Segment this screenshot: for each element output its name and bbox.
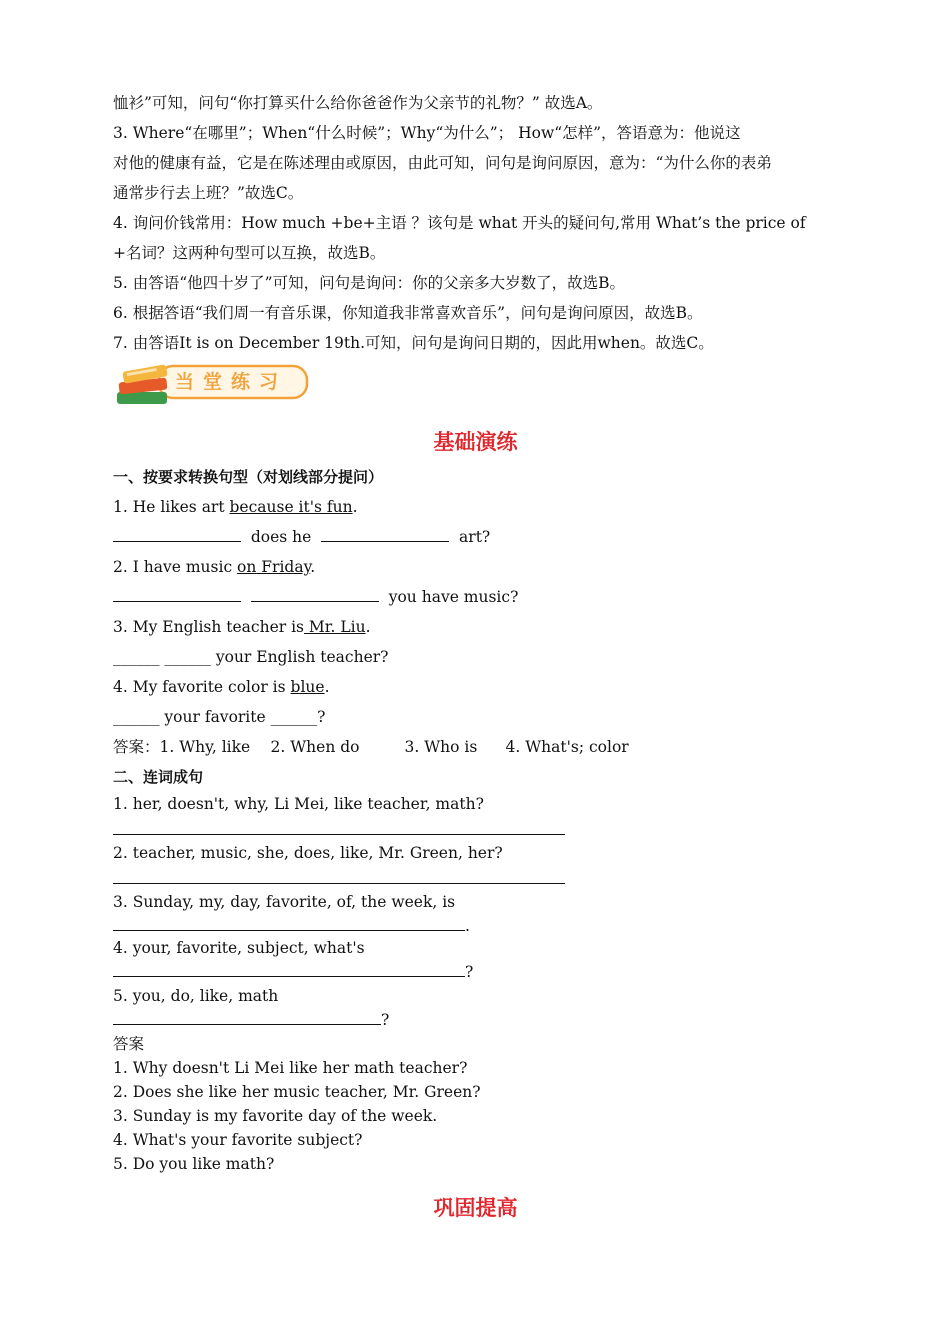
question-1-blank: does he art? [113,522,838,552]
badge-label: 当堂练习 [175,371,288,393]
sentence-1-line [113,816,565,835]
question-1: 1. He likes art because it's fun. [113,498,358,516]
intro-line-6: 6. 根据答语“我们周一有音乐课，你知道我非常喜欢音乐”，问句是询问原因，故选B。 [113,304,703,322]
intro-line-4a: 4. 询问价钱常用：How much +be+主语 ？该句是 what 开头的疑问句,常用 What’s the price of [113,214,806,232]
section-title-basic: 基础演练 [433,430,518,454]
sentence-4-line: ? [113,960,838,984]
intro-line-5: 5. 由答语“他四十岁了”可知，问句是询问：你的父亲多大岁数了，故选B。 [113,274,625,292]
sentence-5-line: ? [113,1008,838,1032]
sentence-4: 4. your, favorite, subject, what's [113,939,365,957]
intro-line-3a: 3. Where“在哪里”；When“什么时候”；Why“为什么”； How“怎样”，答语意为：他说这 [113,124,741,142]
question-4-blank: ______ your favorite ______? [113,708,326,726]
section-title-advanced: 巩固提高 [433,1196,518,1220]
answer2-item: 5. Do you like math? [113,1155,275,1173]
intro-line-4b: +名词？这两种句型可以互换，故选B。 [113,244,386,262]
question-2: 2. I have music on Friday. [113,558,316,576]
document-page [113,88,838,1222]
answer2-item: 4. What's your favorite subject? [113,1131,363,1149]
sentence-2-line [113,865,565,884]
part1-heading: 一、按要求转换句型（对划线部分提问） [113,468,384,486]
practice-badge [113,362,838,420]
question-2-blank: you have music? [113,582,838,612]
sentence-3: 3. Sunday, my, day, favorite, of, the week, is [113,893,456,911]
sentence-5: 5. you, do, like, math [113,987,279,1005]
question-4: 4. My favorite color is blue. [113,678,330,696]
sentence-1: 1. her, doesn't, why, Li Mei, like teacher, math? [113,795,484,813]
intro-line-3c: 通常步行去上班？”故选C。 [113,184,304,202]
answer2-item: 2. Does she like her music teacher, Mr. Green? [113,1083,481,1101]
question-3: 3. My English teacher is Mr. Liu. [113,618,371,636]
part2-heading: 二、连词成句 [113,768,204,786]
sentence-2: 2. teacher, music, she, does, like, Mr. Green, her? [113,844,503,862]
question-3-blank: ______ ______ your English teacher? [113,648,389,666]
sentence-3-line: . [113,914,838,936]
intro-line-7: 7. 由答语It is on December 19th.可知，问句是询问日期的，因此用when。故选C。 [113,334,714,352]
answer2-label: 答案 [113,1035,145,1053]
answer2-item: 1. Why doesn't Li Mei like her math teacher? [113,1059,468,1077]
intro-line-3b: 对他的健康有益，它是在陈述理由或原因，由此可知，问句是询问原因，意为：“为什么你的表弟 [113,154,772,172]
answer-row-1: 答案：1. Why, like 2. When do 3. Who is 4. What's; color [113,738,629,756]
answer2-item: 3. Sunday is my favorite day of the week. [113,1107,438,1125]
intro-line-0: 恤衫”可知，问句“你打算买什么给你爸爸作为父亲节的礼物？” 故选A。 [113,94,603,112]
